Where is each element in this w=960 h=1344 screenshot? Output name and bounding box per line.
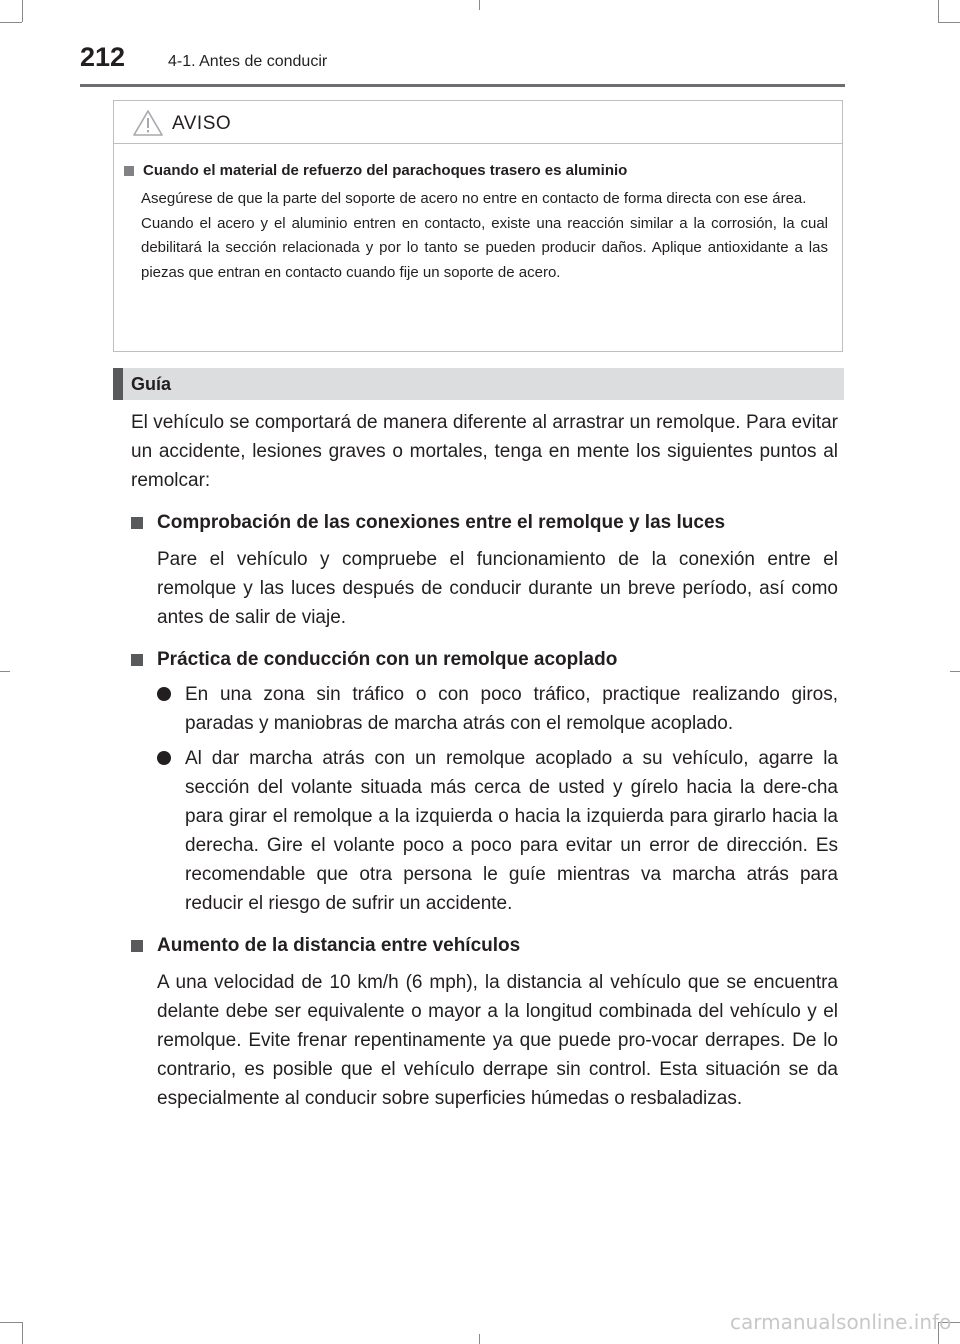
list-item-text: Al dar marcha atrás con un remolque acoplado a su vehículo, agarre la sección del volante situada más cerca de usted y gírelo hacia la dere-cha para girar el remolque a la izquierda o hacia la izquierda para girarlo hacia la derecha. Gire el volante poco a poco para evitar un error de dirección. Es recomendable que otra persona le guíe mientras va marcha atrás para reducir el riesgo de sufrir un accidente.: [185, 748, 838, 914]
round-bullet-icon: [157, 687, 171, 701]
warning-title: AVISO: [172, 113, 232, 134]
warning-text: [124, 187, 828, 285]
warning-triangle-icon: [132, 109, 164, 137]
crop-mark: [0, 1322, 22, 1323]
square-bullet-icon: [131, 654, 143, 666]
section-paragraph: A una velocidad de 10 km/h (6 mph), la distancia al vehículo que se encuentra delante debe ser equivalente o mayor a la longitud combinada del vehículo y el remolque. Evite frenar repentinamente ya que puede pro-vocar derrapes. De lo contrario, es posible que el vehículo derrape sin control. Esta situación se da especialmente al conducir sobre superficies húmedas o resbaladizas.: [157, 972, 838, 1109]
main-content: [131, 408, 838, 1113]
crop-mark: [0, 671, 10, 672]
section-heading: [131, 931, 838, 960]
intro-paragraph: El vehículo se comportará de manera diferente al arrastrar un remolque. Para evitar un accidente, lesiones graves o mortales, tenga en mente los siguientes puntos al remolcar:: [131, 412, 838, 491]
crop-mark: [950, 671, 960, 672]
warning-paragraph: Cuando el acero y el aluminio entren en contacto, existe una reacción similar a la corrosión, la cual debilitará la sección relacionada y por lo tanto se pueden producir daños. Aplique antioxidante a las piezas que entran en contacto cuando fije un soporte de acero.: [141, 214, 828, 281]
header-rule: [80, 84, 845, 87]
list-item: [157, 744, 838, 918]
guide-section-title: Guía: [131, 374, 172, 394]
round-bullet-icon: [157, 751, 171, 765]
section-paragraph: Pare el vehículo y compruebe el funcionamiento de la conexión entre el remolque y las luces después de conducir durante un breve período, así como antes de salir de viaje.: [157, 549, 838, 628]
section-title: 4-1. Antes de conducir: [168, 53, 328, 70]
section-heading: [131, 508, 838, 537]
page-header: [0, 0, 960, 90]
section-heading-text: Práctica de conducción con un remolque acoplado: [157, 649, 618, 670]
warning-box-header: [114, 101, 842, 144]
warning-body: [114, 144, 842, 285]
square-bullet-icon: [131, 517, 143, 529]
crop-mark: [479, 1334, 480, 1344]
square-bullet-icon: [131, 940, 143, 952]
section-heading-text: Comprobación de las conexiones entre el remolque y las luces: [157, 512, 726, 533]
warning-box: [113, 100, 843, 352]
warning-paragraph: Asegúrese de que la parte del soporte de acero no entre en contacto de forma directa con ese área.: [141, 190, 807, 207]
guide-bar-accent: [113, 368, 123, 400]
warning-subheading: [124, 162, 828, 179]
guide-section-bar: [113, 368, 844, 400]
crop-mark: [22, 1322, 23, 1344]
section-heading: [131, 645, 838, 674]
page-number: 212: [80, 42, 126, 72]
watermark: carmanualsonline.info: [730, 1310, 952, 1334]
section-heading-text: Aumento de la distancia entre vehículos: [157, 935, 521, 956]
square-bullet-icon: [124, 166, 134, 176]
list-item: [157, 680, 838, 738]
warning-subheading-text: Cuando el material de refuerzo del parachoques trasero es aluminio: [143, 162, 628, 179]
list-item-text: En una zona sin tráfico o con poco tráfico, practique realizando giros, paradas y maniobras de marcha atrás con el remolque acoplado.: [185, 684, 838, 734]
